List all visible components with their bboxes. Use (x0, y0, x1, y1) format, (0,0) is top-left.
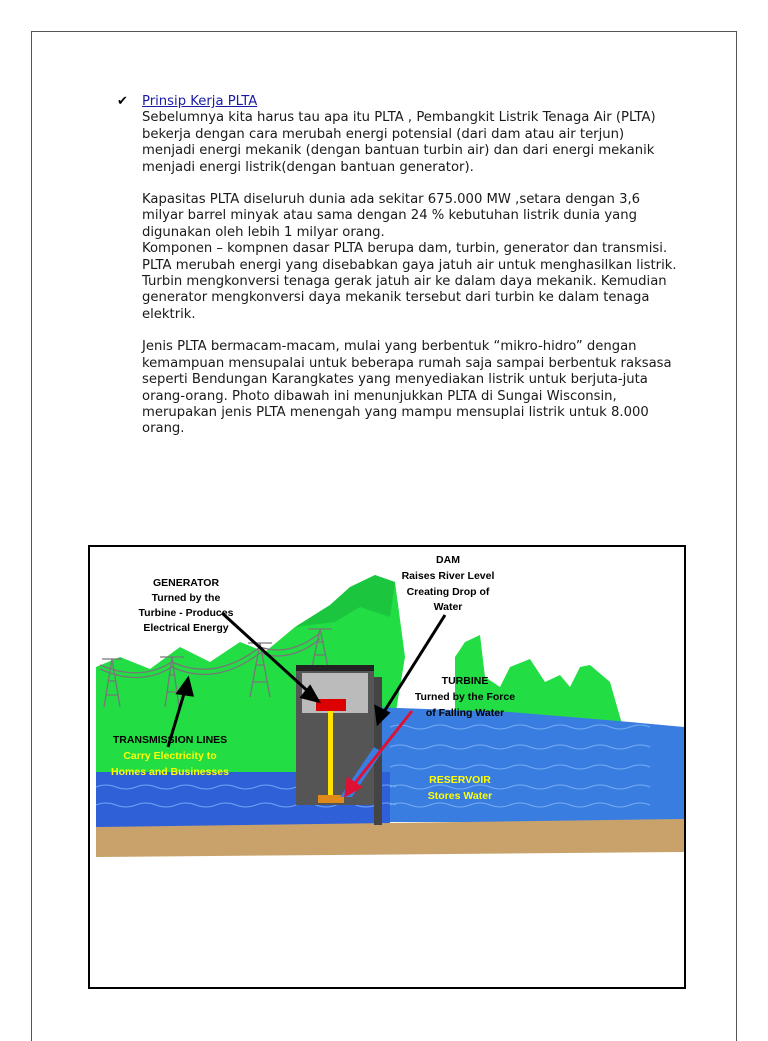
reservoir-label-title: RESERVOIR (429, 774, 491, 786)
paragraph-conversion: PLTA merubah energi yang disebabkan gaya jatuh air untuk menghasilkan listrik. Turbin mengkonversi tenaga gerak jatuh air ke dalam daya mekanik. Kemudian generator mengkonversi daya mekanik tersebut dari turbin ke dalam tenaga elektrik. (142, 257, 677, 322)
generator-label (139, 577, 234, 634)
generator-label-line3: Electrical Energy (143, 622, 229, 634)
generator-label-line1: Turned by the (151, 592, 221, 604)
reservoir-water (370, 707, 684, 822)
turbine-label-line2: of Falling Water (425, 707, 505, 719)
generator-unit (316, 699, 346, 711)
transmission-label-title: TRANSMISSION LINES (112, 734, 228, 746)
paragraph-components: Komponen – kompnen dasar PLTA berupa dam, turbin, generator dan transmisi. (142, 241, 668, 257)
hydro-power-diagram (88, 545, 686, 989)
dam-label-line2: Creating Drop of (406, 586, 490, 598)
turbine-label-title: TURBINE (441, 675, 489, 687)
transmission-label (111, 734, 229, 778)
turbine-shaft (328, 711, 333, 795)
turbine-label-line1: Turned by the Force (414, 691, 516, 703)
transmission-label-line2: Homes and Businesses (111, 766, 229, 778)
turbine-label (415, 675, 515, 719)
dam-label-title: DAM (436, 554, 460, 566)
turbine-unit (318, 795, 344, 803)
paragraph-capacity: Kapasitas PLTA diseluruh dunia ada sekitar 675.000 MW ,setara dengan 3,6 milyar barrel minyak atau sama dengan 24 % kebutuhan listrik dunia yang digunakan oleh lebih 1 milyar orang. (142, 192, 641, 240)
generator-label-title: GENERATOR (152, 577, 220, 589)
section-heading-link[interactable]: Prinsip Kerja PLTA (142, 94, 258, 109)
transmission-label-line1: Carry Electricity to (123, 750, 217, 762)
reservoir-label-line1: Stores Water (427, 790, 493, 802)
paragraph-types: Jenis PLTA bermacam-macam, mulai yang berbentuk “mikro-hidro” dengan kemampuan mensupalai untuk beberapa rumah saja sampai berbentuk raksasa seperti Bendungan Karangkates yang menyediakan listrik untuk berjuta-juta orang-orang. Photo dibawah ini menunjukkan PLTA di Sungai Wisconsin, merupakan jenis PLTA menengah yang mampu mensuplai listrik untuk 8.000 orang. (142, 339, 672, 437)
dam-label-line3: Water (433, 601, 463, 613)
powerhouse-roof (296, 665, 374, 671)
dam-label (402, 554, 495, 613)
paragraph-intro: Sebelumnya kita harus tau apa itu PLTA , Pembangkit Listrik Tenaga Air (PLTA) bekerja dengan cara merubah energi potensial (dari dam atau air terjun) menjadi energi mekanik (dengan bantuan turbin air) dan dari energi mekanik menjadi energi listrik(dengan bantuan generator). (142, 110, 656, 175)
dam-label-line1: Raises River Level (401, 570, 495, 582)
generator-label-line2: Turbine - Produces (138, 607, 234, 619)
section-body (142, 94, 677, 454)
checkmark-bullet-icon: ✔ (117, 94, 128, 109)
